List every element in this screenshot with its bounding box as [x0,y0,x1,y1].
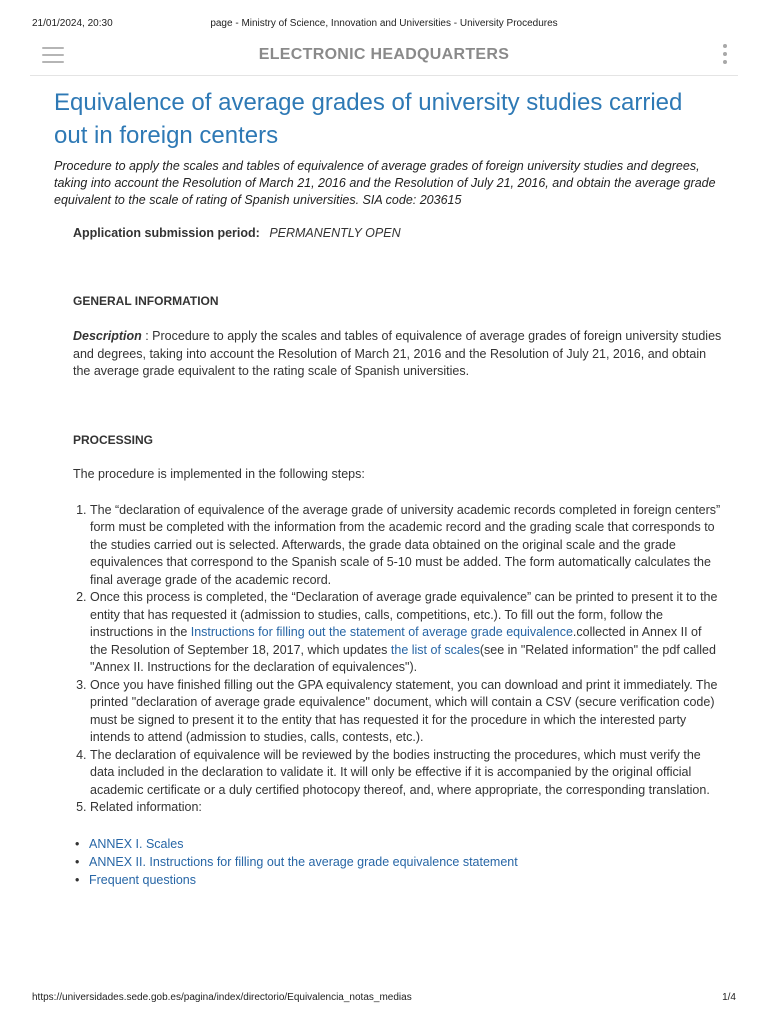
step-item [90,589,722,677]
step-3-text: Once you have finished filling out the GPA equivalency statement, you can download and print it immediately. The printed "declaration of average grade equivalence" document, which will contain a CSV (secure verification code) must be signed to present it to the entity that has requested it for the procedure in which the interested party intends to attend (admission to studies, calls, contests, etc.). [90,677,718,744]
related-links-list [73,835,722,889]
print-page-number: 1/4 [722,992,736,1003]
step-item [90,799,722,817]
step-2-text-c: (see in "Related information" the pdf called "Annex II. Instructions for the declaration of equivalences"). [90,642,716,674]
instructions-statement-link[interactable]: Instructions for filling out the statement of average grade equivalence [190,625,573,639]
annex-ii-instructions-link[interactable]: ANNEX II. Instructions for filling out the average grade equivalence statement [89,854,518,869]
step-item [90,747,722,800]
print-header [32,18,736,32]
print-url: https://universidades.sede.gob.es/pagina/index/directorio/Equivalencia_notas_medias [32,992,412,1003]
list-of-scales-link[interactable]: the list of scales [390,642,480,657]
description-paragraph [73,328,722,381]
list-item [73,853,722,871]
step-2-text-b: .collected in Annex II of the Resolution of September 18, 2017, which updates [90,625,702,657]
step-1-text: The “declaration of equivalence of the average grade of university academic records completed in foreign centers” form must be completed with the information from the academic record and the grading scale that corresponds to the studies carried out is selected. Afterwards, the grade data obtained on the original scale and the grade equivalences that correspond to the Spanish scale of 5-10 must be added. The form automatically calculates the final average grade of the academic record. [90,502,721,587]
period-value: PERMANENTLY OPEN [269,226,401,240]
description-label: Description [73,329,142,343]
general-information-heading: GENERAL INFORMATION [73,294,219,308]
site-title: ELECTRONIC HEADQUARTERS [258,46,510,63]
processing-heading: PROCESSING [73,432,154,447]
list-item [73,835,722,853]
frequent-questions-link[interactable]: Frequent questions [89,872,197,887]
step-5-text: Related information: [90,800,202,814]
print-footer [32,992,736,1006]
site-header-bar [30,38,738,76]
list-item [73,871,722,889]
vertical-ellipsis-icon[interactable] [720,44,730,68]
step-item [90,502,722,590]
processing-steps [73,502,722,817]
application-period [73,226,722,240]
print-page-title: page - Ministry of Science, Innovation and Universities - University Procedures [210,18,558,29]
processing-intro: The procedure is implemented in the following steps: [73,466,365,481]
step-item [90,677,722,747]
procedure-body [54,226,722,889]
step-4-text: The declaration of equivalence will be reviewed by the bodies instructing the procedures, which must verify the data included in the declaration to validate it. It will only be effective if it is accompanied by the original official academic certificate or a duly certified photocopy thereof, and, where appropriate, the corresponding translation. [90,747,710,797]
main-content [54,86,722,889]
page-subtitle: Procedure to apply the scales and tables of equivalence of average grades of foreign university studies and degrees, taking into account the Resolution of March 21, 2016 and the Resolution of July 21, 2016, and obtain the average grade equivalent to the scale of rating of Spanish universities. SIA code: 203615 [54,159,716,207]
description-text: : Procedure to apply the scales and tables of equivalence of average grades of foreign university studies and degrees, taking into account the Resolution of March 21, 2016 and the Resolution of July 21, 2016, and obtain the average grade equivalent to the rating scale of Spanish universities. [73,329,722,378]
period-label: Application submission period: [73,226,260,240]
page-title: Equivalence of average grades of university studies carried out in foreign centers [54,89,683,149]
step-2-text-a: Once this process is completed, the “Declaration of average grade equivalence” can be printed to present it to the entity that has requested it (admission to studies, calls, competitions, etc.). To fill out the form, follow the instructions in the [90,590,718,639]
print-datetime: 21/01/2024, 20:30 [32,18,113,29]
annex-i-scales-link[interactable]: ANNEX I. Scales [89,836,184,851]
